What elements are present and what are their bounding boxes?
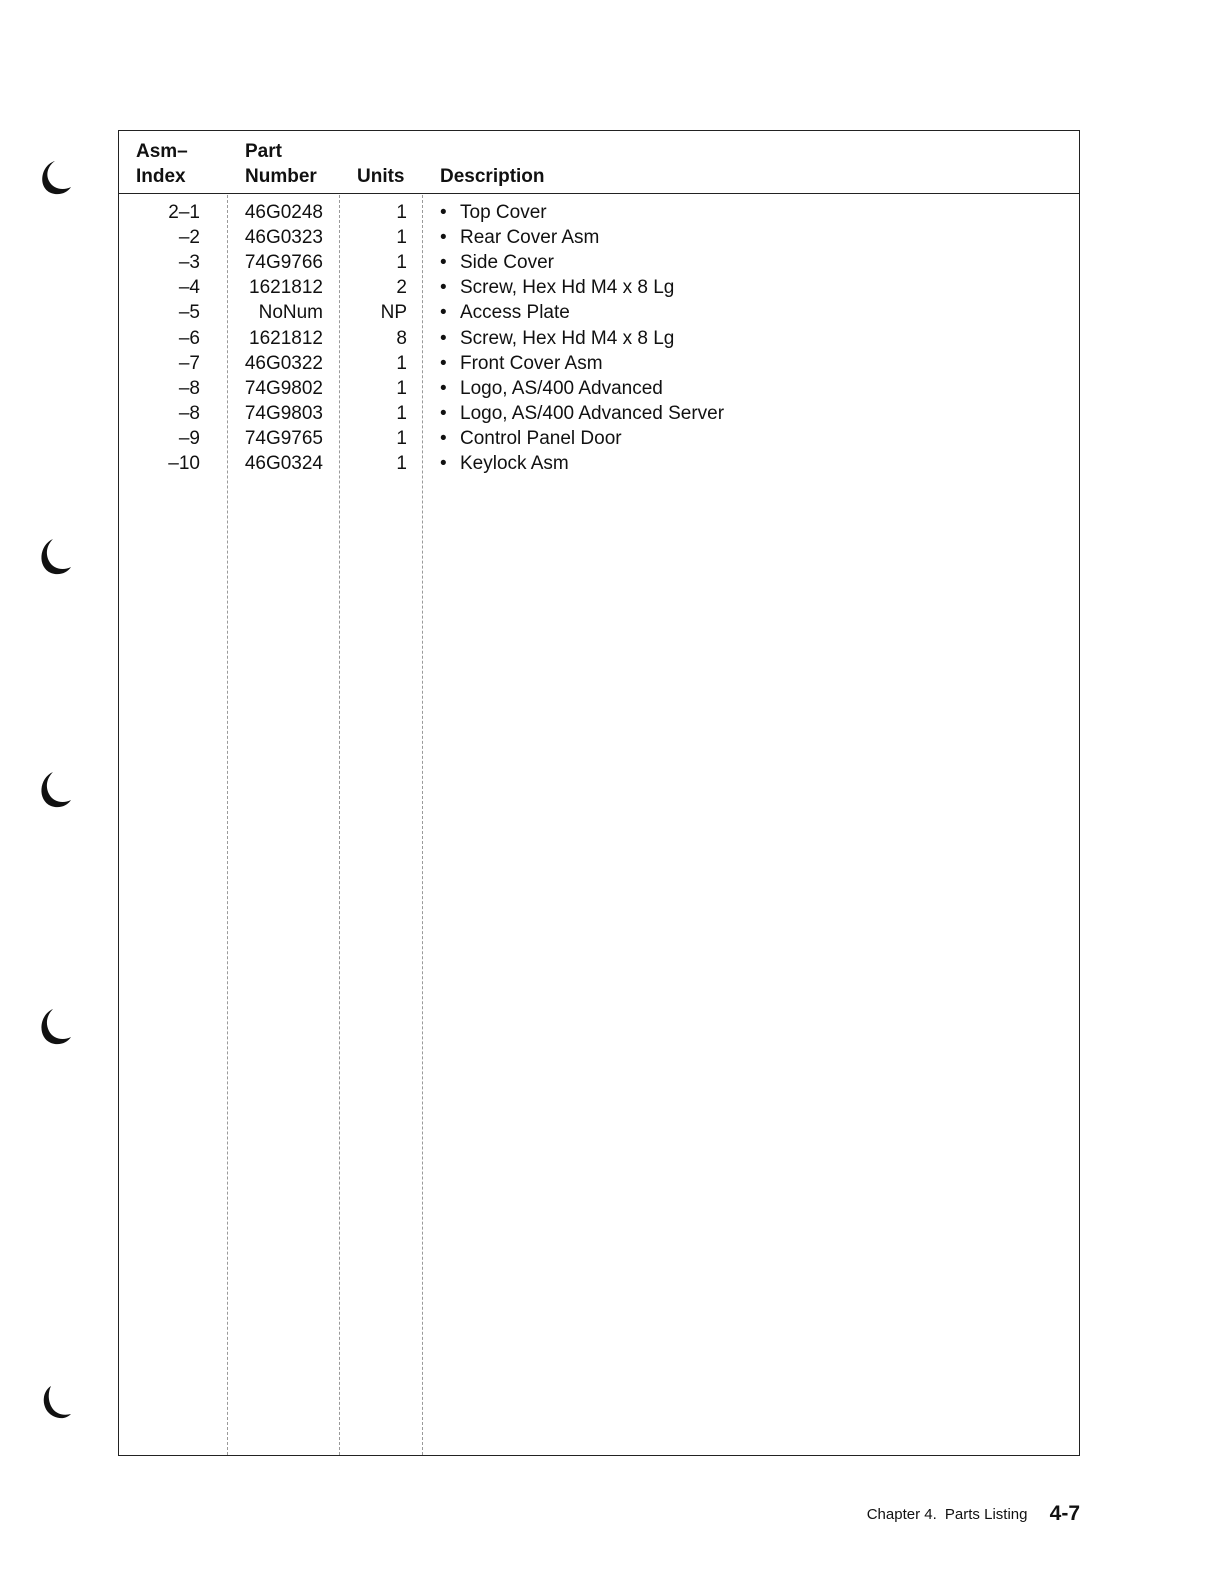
description-text: Keylock Asm <box>460 453 569 474</box>
header-description: Description <box>440 166 545 187</box>
cell-description <box>440 326 674 351</box>
description-text: Rear Cover Asm <box>460 227 600 249</box>
cell-units: 1 <box>396 453 407 474</box>
footer-section: Parts Listing <box>944 1506 1028 1523</box>
table-row <box>119 300 1079 325</box>
description-text: Front Cover Asm <box>460 352 603 374</box>
header-asm-index: Asm– Index <box>136 141 188 187</box>
cell-part-number: 1621812 <box>249 277 323 299</box>
description-text: Screw, Hex Hd M4 x 8 Lg <box>460 277 675 299</box>
cell-part-number: 46G0322 <box>244 352 323 374</box>
table-row <box>119 451 1079 476</box>
cell-part-number: 46G0324 <box>244 453 323 474</box>
cell-part-number: NoNum <box>258 302 323 324</box>
table-row <box>119 326 1079 351</box>
cell-description <box>440 250 554 275</box>
cell-asm-index: –9 <box>178 427 200 449</box>
cell-description <box>440 300 570 325</box>
cell-description <box>440 275 674 300</box>
cell-part-number: 74G9803 <box>244 402 323 424</box>
header-units: Units <box>357 166 405 187</box>
cell-asm-index: –10 <box>168 453 200 474</box>
table-row <box>119 275 1079 300</box>
table-row <box>119 401 1079 426</box>
cell-description <box>440 426 622 451</box>
cell-part-number: 74G9802 <box>244 377 323 399</box>
binder-hole-mark-icon <box>33 537 77 581</box>
description-text: Side Cover <box>460 252 554 274</box>
page-footer <box>867 1502 1080 1527</box>
cell-units: 2 <box>396 277 407 299</box>
page-number: 4-7 <box>1049 1502 1080 1525</box>
cell-asm-index: –5 <box>178 302 200 324</box>
footer-chapter: Chapter 4. <box>866 1506 937 1523</box>
description-text: Access Plate <box>460 302 570 324</box>
cell-units: 1 <box>396 402 407 424</box>
bullet-icon: • <box>440 352 447 374</box>
cell-description <box>440 351 603 376</box>
cell-description <box>440 401 724 426</box>
cell-asm-index: –6 <box>178 327 200 349</box>
bullet-icon: • <box>440 427 447 449</box>
table-row <box>119 426 1079 451</box>
binder-hole-mark-icon <box>33 157 77 201</box>
cell-part-number: 74G9766 <box>244 252 323 274</box>
cell-part-number: 46G0248 <box>244 202 323 223</box>
description-text: Logo, AS/400 Advanced Server <box>460 402 725 424</box>
cell-units: 1 <box>396 427 407 449</box>
description-text: Control Panel Door <box>460 427 622 449</box>
bullet-icon: • <box>440 453 447 474</box>
description-text: Top Cover <box>460 202 547 223</box>
table-row <box>119 225 1079 250</box>
cell-description <box>440 451 569 476</box>
cell-description <box>440 200 547 225</box>
cell-asm-index: –2 <box>178 227 200 249</box>
parts-table <box>118 130 1080 1456</box>
description-text: Logo, AS/400 Advanced <box>460 377 663 399</box>
cell-description <box>440 225 599 250</box>
table-row <box>119 351 1079 376</box>
bullet-icon: • <box>440 277 447 299</box>
table-row <box>119 250 1079 275</box>
cell-description <box>440 376 663 401</box>
bullet-icon: • <box>440 402 447 424</box>
cell-units: 1 <box>396 352 407 374</box>
cell-asm-index: –3 <box>178 252 200 274</box>
cell-units: NP <box>380 302 407 324</box>
cell-asm-index: –7 <box>178 352 200 374</box>
table-header <box>119 131 1079 194</box>
table-row <box>119 376 1079 401</box>
cell-part-number: 74G9765 <box>244 427 323 449</box>
cell-asm-index: –8 <box>178 377 200 399</box>
description-text: Screw, Hex Hd M4 x 8 Lg <box>460 327 675 349</box>
cell-part-number: 1621812 <box>249 327 323 349</box>
bullet-icon: • <box>440 327 447 349</box>
binder-hole-mark-icon <box>33 1007 77 1051</box>
cell-units: 1 <box>396 202 407 223</box>
table-row <box>119 200 1079 225</box>
cell-units: 8 <box>396 327 407 349</box>
header-part-number: Part Number <box>245 141 317 187</box>
cell-units: 1 <box>396 227 407 249</box>
cell-asm-index: 2–1 <box>168 202 200 223</box>
binder-hole-mark-icon <box>33 770 77 814</box>
bullet-icon: • <box>440 202 447 223</box>
cell-units: 1 <box>396 377 407 399</box>
bullet-icon: • <box>440 302 447 324</box>
binder-hole-mark-icon <box>33 1382 77 1426</box>
cell-asm-index: –8 <box>178 402 200 424</box>
cell-part-number: 46G0323 <box>244 227 323 249</box>
cell-asm-index: –4 <box>178 277 200 299</box>
cell-units: 1 <box>396 252 407 274</box>
bullet-icon: • <box>440 377 447 399</box>
bullet-icon: • <box>440 252 447 274</box>
bullet-icon: • <box>440 227 447 249</box>
